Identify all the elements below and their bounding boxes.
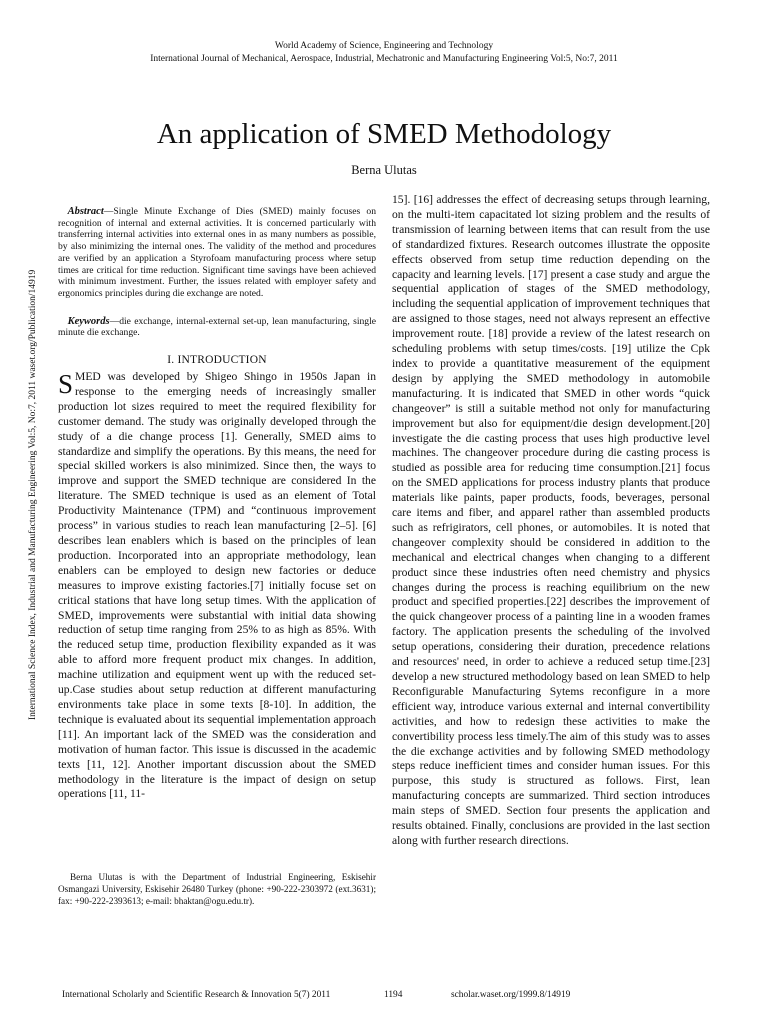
footer-link[interactable]: scholar.waset.org/1999.8/14919 xyxy=(451,990,571,1000)
journal-header-line1: World Academy of Science, Engineering and Technology xyxy=(274,41,494,51)
author-name: Berna Ulutas xyxy=(351,163,417,177)
journal-header-line2: International Journal of Mechanical, Aerospace, Industrial, Mechatronic and Manufacturing Engineering Vol:5, No:7, 2011 xyxy=(150,54,618,64)
keywords-label: Keywords xyxy=(67,315,110,327)
keywords xyxy=(58,316,376,339)
author-footnote: Berna Ulutas is with the Department of Industrial Engineering, Eskisehir Osmangazi University, Eskisehir 26480 Turkey (phone: +90-222-2303972 (ext.3631); fax: +90-222-2393613; e-mail: bhaktan@ogu.edu.tr). xyxy=(58,872,376,906)
section-heading-introduction: I. INTRODUCTION xyxy=(167,354,267,367)
left-column xyxy=(58,206,376,802)
abstract-dash: — xyxy=(103,206,114,217)
keywords-text: die exchange, internal-external set-up, lean manufacturing, single minute die exchange. xyxy=(58,315,376,339)
abstract xyxy=(58,206,376,300)
right-column: 15]. [16] addresses the effect of decreasing setups through learning, on the multi-item capacitated lot sizing problem and the results of transmission of learning between items that can result from the use of standardized fixtures. Research outcomes illustrate the opposite effects observed from setup time reduction depending on the capacity and learning levels. [17] present a case study and argue the sequential application of stages of the SMED methodology, including the sequential application of improvement techniques that are assigned to those stages, need not always represent an effective improvement route. [18] provide a review of the latest research on scheduling problems with setup times/costs. [19] utilize the Cpk index to provide a quantitative measurement of the equipment design by applying the SMED methodology in automobile manufacturing. It is indicated that SMED in other words “quick changeover” is still a suitable method not only for manufacturing improvement but also for equipment/die design development.[20] investigate the die casting process that uses high productive level machines. The changeover procedure during die casting process is studied as possible area for reducing time consumption.[21] focus on the SMED applications for process industry plants that produce materials like paints, paper products, foods, beverages, personal care items and fiber, and apparel rather than assembled products such as refrigirators, cell phones, or automobiles. It is noted that changeover complexity should be considered in addition to the mechanical and electrical changes when changing to a different product since these industries often need chemistry and physics changes during the process is reaching equilibrium on the new product and specified properties.[22] describes the improvement of the quick changeover process of a painting line in a wooden frames factory. The application presents the scheduling of the involved setup operations, considering their duration, precedence relations and resources' need, in order to achieve a reduced setup time.[23] develop a new structured methodology based on lean SMED to help Reconfigurable Manufacturing Sytems reconfigure in a more efficient way, introduce various external and internal convertibility activities, and how to redesign these activities to make the convertibility process less timely.The aim of this study was to asses the die exchange activities and by following SMED methodology steps reduce inefficient times and consider human issues. For this purpose, this study is structured as follows. First, lean manufacturing concepts are summarized. Third section introduces main steps of SMED. Section four presents the application and results obtained. Finally, conclusions are provided in the last section along with further research directions. xyxy=(392,193,710,847)
page-number: 1194 xyxy=(384,990,403,1000)
footer-publisher: International Scholarly and Scientific Research & Innovation 5(7) 2011 xyxy=(62,990,331,1000)
paper-title: An application of SMED Methodology xyxy=(156,118,612,150)
introduction-text: MED was developed by Shigeo Shingo in 1950s Japan in response to the emerging needs of increasingly smaller production lot sizes required to meet the required flexibility for customer demand. The study was originally developed through the study of a die change process [1]. Generally, SMED aims to standardize and simplify the operations. By this means, the need for special skilled workers is also minimized. Since then, the ways to improve and support the SMED technique are considered In the literature. The SMED technique is used as an element of Total Productivity Maintenance (TPM) and “continuous improvement process” in various studies to reach lean manufacturing [2–5]. [6] describes lean enablers which is based on the principles of lean production. Incorporated into an appropriate methodology, lean enablers can be employed to design new factories or deduce measures to improve existing factories.[7] initially focuse set on critical stations that have long setup times. With the application of SMED, improvements were substantial with initial data showing reduction of setup time ranging from 25% to as high as 85%. With the reduced setup time, production flexibility expanded as it was able to afford more frequent product mix changes. In addition, machine utilization and equipment went up with the reduced set-up.Case studies about setup reduction at different manufacturing environments take place in some texts [8-10]. In addition, the technique is evaluated about its sequential implementation approach [11]. An important lack of the SMED was the consideration and motivation of human factor. This issue is discussed in the academic texts [11, 12]. Another important discussion about the SMED methodology in the literature is the impact of design on setup operations [11, 11- xyxy=(58,370,376,801)
abstract-label: Abstract xyxy=(67,206,104,217)
introduction-paragraph xyxy=(58,370,376,802)
keywords-dash: — xyxy=(109,315,120,327)
drop-cap: S xyxy=(58,369,74,400)
sidebar-citation: International Science Index, Industrial and Manufacturing Engineering Vol:5, No:7, 2011 waset.org/Publication/14919 xyxy=(28,269,38,720)
abstract-text: Single Minute Exchange of Dies (SMED) mainly focuses on recognition of internal and external activities. It is concerned particularly with transferring internal activities into external ones in as many numbers as possible, by also minimizing the internal ones. The validity of the method and procedures are verified by an application a Styrofoam manufacturing process where setup times are critical for time reduction. Significant time savings have been achieved with minimum investment. Further, the issues related with employer safety and ergonomics principles during die exchange are noted. xyxy=(58,206,376,299)
